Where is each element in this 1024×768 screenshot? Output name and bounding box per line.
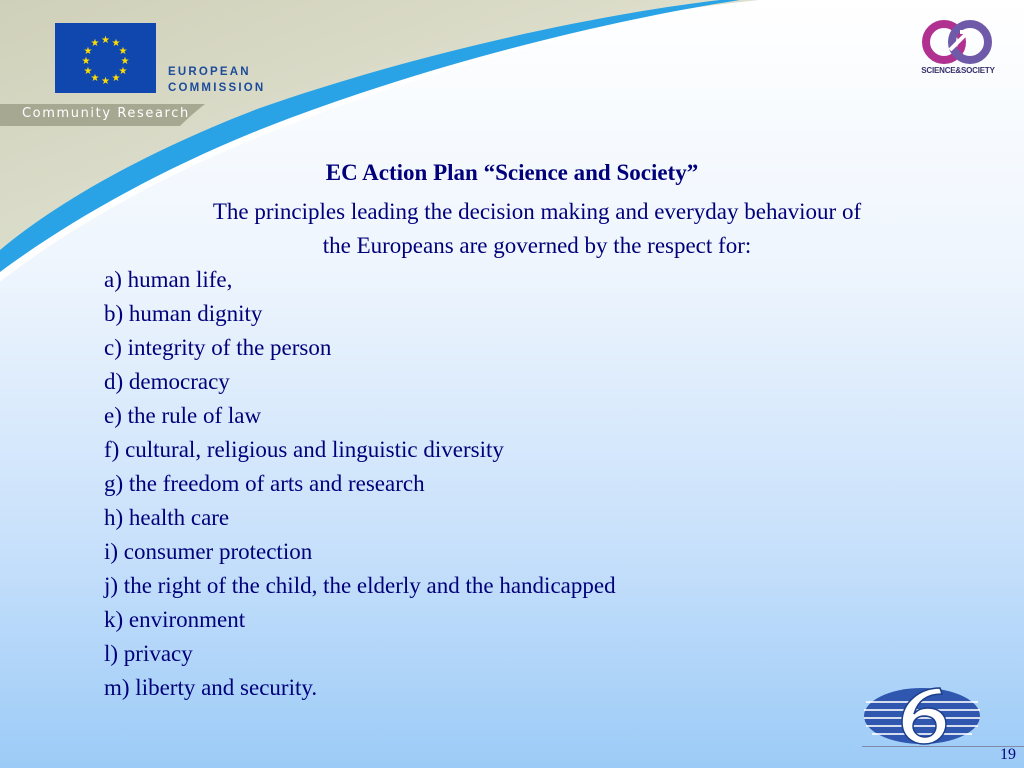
eu-flag-icon [55,23,156,93]
svg-text:★: ★ [101,35,110,46]
slide-title: EC Action Plan “Science and Society” [325,160,699,185]
intro-line-2: the Europeans are governed by the respect for: [322,233,752,258]
list-item: h) health care [104,505,230,530]
list-item: j) the right of the child, the elderly and the handicapped [104,573,616,598]
intro-text [100,195,974,263]
svg-text:★: ★ [90,73,100,84]
svg-text:★: ★ [118,46,128,57]
european-commission-wordmark [168,64,278,96]
intro-line-1: The principles leading the decision making and everyday behaviour of [212,199,862,224]
list-item: b) human dignity [104,301,263,326]
list-item: m) liberty and security. [104,675,318,700]
community-research-label: Community Research [22,106,190,121]
svg-text:★: ★ [120,56,130,67]
list-item: f) cultural, religious and linguistic diversity [104,437,504,462]
svg-text:★: ★ [83,66,93,77]
list-item: k) environment [104,607,246,632]
svg-text:★: ★ [111,38,121,49]
svg-text:★: ★ [111,73,121,84]
list-item: g) the freedom of arts and research [104,471,425,496]
ec-name-line2: COMMISSION [168,82,266,94]
fp6-logo-icon [862,680,984,750]
principles-list [104,263,616,705]
svg-text:★: ★ [81,56,91,67]
list-item: d) democracy [104,369,230,394]
list-item: c) integrity of the person [104,335,332,360]
list-item: l) privacy [104,641,193,666]
svg-text:★: ★ [90,38,100,49]
list-item: a) human life, [104,267,233,292]
list-item: i) consumer protection [104,539,313,564]
svg-text:★: ★ [118,66,128,77]
list-item: e) the rule of law [104,403,262,428]
ec-name-line1: EUROPEAN [168,66,251,78]
svg-text:★: ★ [101,76,110,87]
science-society-logo-label: SCIENCE&SOCIETY [921,66,995,75]
page-number: 19 [1000,746,1016,763]
svg-text:★: ★ [83,46,93,57]
